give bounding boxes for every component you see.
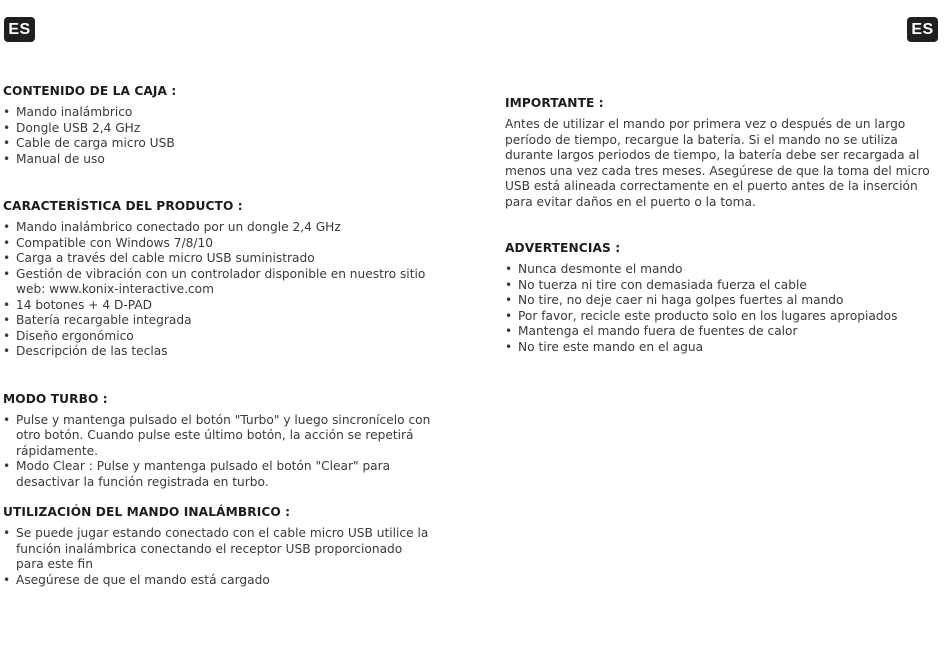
list-item: • No tire este mando en el agua — [505, 340, 943, 356]
list-item: • No tire, no deje caer ni haga golpes fuertes al mando — [505, 293, 943, 309]
important-section — [505, 96, 943, 210]
warnings-section — [505, 241, 943, 355]
list-item: • No tuerza ni tire con demasiada fuerza el cable — [505, 278, 943, 294]
list-item: • Descripción de las teclas — [3, 344, 433, 360]
list-item: • Modo Clear : Pulse y mantenga pulsado el botón "Clear" para desactivar la función registrada en turbo. — [3, 459, 433, 490]
turbo-mode-title: MODO TURBO : — [3, 391, 108, 406]
list-item: • Mantenga el mando fuera de fuentes de calor — [505, 324, 943, 340]
language-badge-right: ES — [907, 17, 938, 42]
warnings-title: ADVERTENCIAS : — [505, 241, 621, 255]
turbo-mode-list — [3, 413, 433, 491]
wireless-usage-section — [3, 505, 433, 588]
product-features-title: CARACTERÍSTICA DEL PRODUCTO : — [3, 199, 243, 213]
important-title: IMPORTANTE : — [505, 96, 604, 110]
wireless-usage-list — [3, 526, 433, 588]
list-item: • Por favor, recicle este producto solo en los lugares apropiados — [505, 309, 943, 325]
list-item: • Batería recargable integrada — [3, 313, 433, 329]
list-item: • Asegúrese de que el mando está cargado — [3, 573, 433, 589]
list-item: • Mando inalámbrico conectado por un dongle 2,4 GHz — [3, 220, 433, 236]
box-contents-list — [3, 105, 433, 167]
language-badge-left: ES — [4, 17, 35, 42]
list-item: • 14 botones + 4 D-PAD — [3, 298, 433, 314]
product-features-section — [3, 199, 433, 360]
turbo-mode-section — [3, 392, 433, 491]
wireless-usage-title: UTILIZACIÓN DEL MANDO INALÁMBRICO : — [3, 505, 291, 519]
list-item: • Nunca desmonte el mando — [505, 262, 943, 278]
box-contents-section — [3, 84, 433, 167]
warnings-list — [505, 262, 943, 355]
right-column — [505, 96, 943, 355]
list-item: • Pulse y mantenga pulsado el botón "Turbo" y luego sincronícelo con otro botón. Cuando pulse este último botón, la acción se repetirá rápidamente. — [3, 413, 433, 460]
list-item: • Manual de uso — [3, 152, 433, 168]
list-item: • Diseño ergonómico — [3, 329, 433, 345]
box-contents-title: CONTENIDO DE LA CAJA : — [3, 84, 177, 98]
list-item: • Cable de carga micro USB — [3, 136, 433, 152]
list-item: • Gestión de vibración con un controlador disponible en nuestro sitio web: www.konix-interactive.com — [3, 267, 433, 298]
list-item: • Mando inalámbrico — [3, 105, 433, 121]
list-item: • Carga a través del cable micro USB suministrado — [3, 251, 433, 267]
list-item: • Se puede jugar estando conectado con el cable micro USB utilice la función inalámbrica conectando el receptor USB proporcionado para este fin — [3, 526, 433, 573]
left-column — [3, 84, 433, 588]
list-item: • Dongle USB 2,4 GHz — [3, 121, 433, 137]
important-text: Antes de utilizar el mando por primera vez o después de un largo período de tiempo, recargue la batería. Si el mando no se utiliza durante largos periodos de tiempo, la batería debe ser recargada al menos una vez cada tres meses. Asegúrese de que la toma del micro USB está alineada correctamente en el puerto antes de la inserción para evitar daños en el puerto o la toma. — [505, 117, 930, 209]
list-item: • Compatible con Windows 7/8/10 — [3, 236, 433, 252]
product-features-list — [3, 220, 433, 360]
